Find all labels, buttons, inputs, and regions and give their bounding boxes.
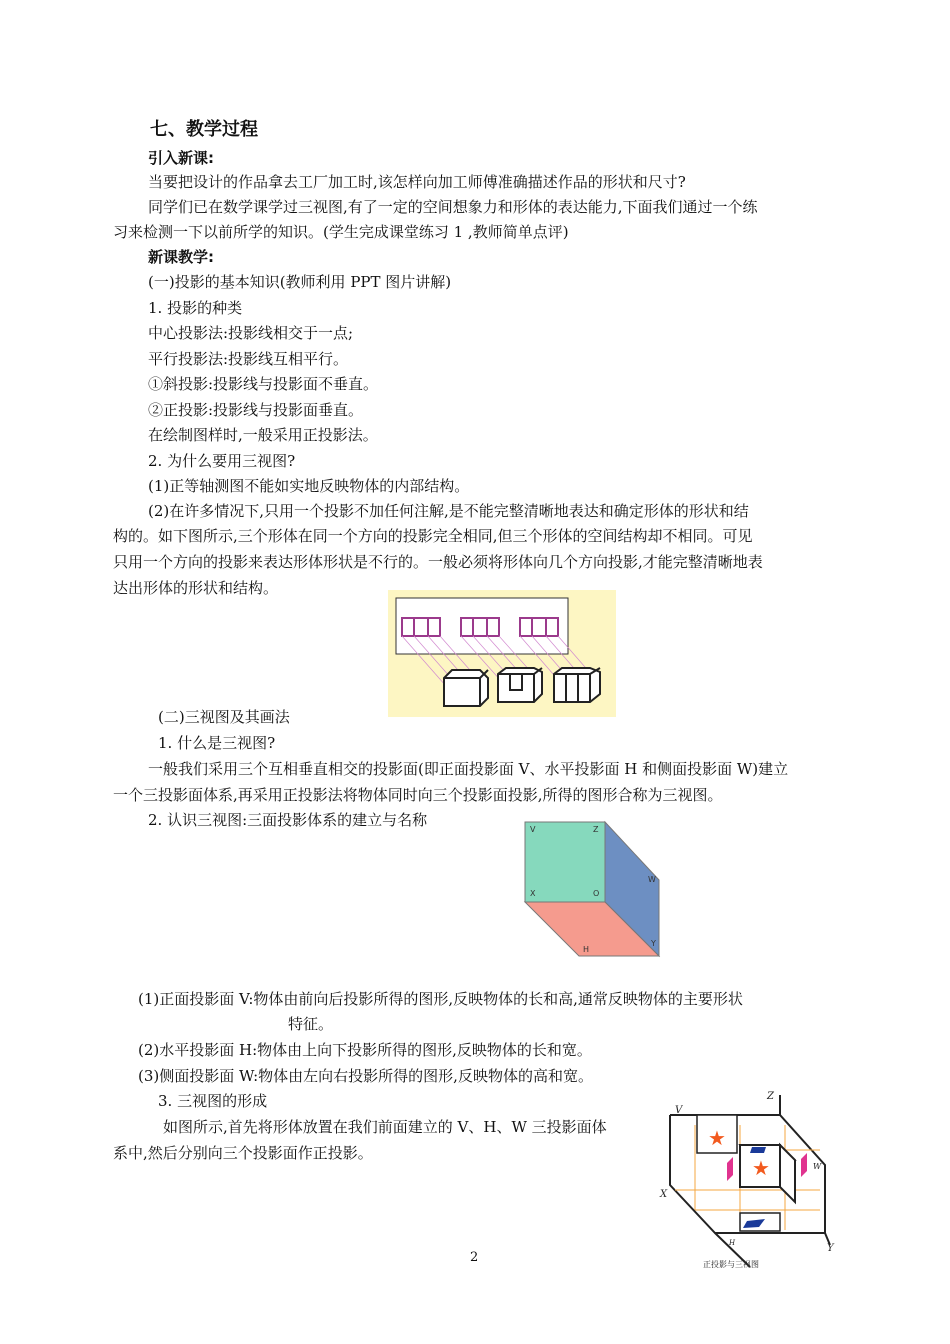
new-lesson-heading: 新课教学:: [148, 248, 214, 266]
part1-title: (一)投影的基本知识(教师利用 PPT 图片讲解): [148, 273, 452, 291]
plane-v-line-1: (1)正面投影面 V:物体由前向后投影所得的图形,反映物体的长和高,通常反映物体的主要形状: [138, 990, 743, 1008]
label-o: O: [593, 889, 600, 898]
central-projection: 中心投影法:投影线相交于一点;: [148, 324, 354, 342]
cube-star-icon: ★: [752, 1156, 770, 1180]
intro-paragraph-2-line-1: 同学们已在数学课学过三视图,有了一定的空间想象力和形体的表达能力,下面我们通过一个练: [148, 198, 758, 216]
front-star-icon: ★: [708, 1126, 726, 1150]
what-line-1: 一般我们采用三个互相垂直相交的投影面(即正面投影面 V、水平投影面 H 和侧面投影面 W)建立: [148, 760, 789, 778]
label-v: V: [675, 1105, 683, 1116]
label-w: W: [813, 1162, 822, 1171]
label-y: Y: [651, 939, 656, 948]
item1-title: 1. 投影的种类: [148, 299, 243, 317]
intro-paragraph-2-line-2: 习来检测一下以前所学的知识。(学生完成课堂练习 1 ,教师简单点评): [113, 223, 569, 241]
label-w: W: [648, 875, 656, 884]
label-x: X: [660, 1189, 668, 1200]
cube-side: [780, 1145, 795, 1202]
left-face-mark: [727, 1157, 733, 1181]
item2-title: 2. 为什么要用三视图?: [148, 452, 296, 470]
label-v: V: [530, 825, 536, 834]
side-face-mark: [801, 1153, 807, 1177]
reason-2-line-1: (2)在许多情况下,只用一个投影不加任何注解,是不能完整清晰地表达和确定形体的形状和结: [148, 502, 749, 520]
orthographic-projection-figure: [655, 1085, 840, 1275]
projection-3: [520, 618, 558, 636]
parallel-projection: 平行投影法:投影线互相平行。: [148, 350, 349, 368]
part2-title: (二)三视图及其画法: [158, 708, 290, 726]
oblique-projection: ①斜投影:投影线与投影面不垂直。: [148, 375, 379, 393]
figure-caption: 正投影与三视图: [703, 1260, 759, 1269]
page-number: 2: [470, 1250, 479, 1265]
plane-w-description: (3)侧面投影面 W:物体由左向右投影所得的图形,反映物体的高和宽。: [138, 1067, 593, 1085]
label-z: Z: [593, 825, 599, 834]
what-line-2: 一个三投影面体系,再采用正投影法将物体同时向三个投影面投影,所得的图形合称为三视图。: [113, 786, 723, 804]
solids: [444, 668, 600, 706]
drawing-note: 在绘制图样时,一般采用正投影法。: [148, 426, 378, 444]
intro-paragraph-1: 当要把设计的作品拿去工厂加工时,该怎样向加工师傅准确描述作品的形状和尺寸?: [148, 173, 686, 191]
projection-2: [461, 618, 499, 636]
what-title: 1. 什么是三视图?: [158, 734, 276, 752]
intro-heading: 引入新课:: [148, 149, 214, 167]
three-plane-system-figure: [523, 818, 663, 958]
plane-v-line-2: 特征。: [288, 1015, 334, 1033]
label-z: Z: [767, 1091, 774, 1102]
orthographic-projection: ②正投影:投影线与投影面垂直。: [148, 401, 364, 419]
section-title: 七、教学过程: [150, 119, 258, 140]
label-h: H: [583, 945, 590, 954]
front-projections: [402, 618, 558, 636]
reason-2-line-3: 只用一个方向的投影来表达形体形状是不行的。一般必须将形体向几个方向投影,才能完整清晰地表: [113, 553, 763, 571]
label-y: Y: [827, 1243, 834, 1254]
top-mark: [750, 1147, 766, 1153]
reason-2-line-2: 构的。如下图所示,三个形体在同一个方向的投影完全相同,但三个形体的空间结构却不相同。可见: [113, 527, 753, 545]
projection-comparison-figure: [388, 590, 616, 717]
reason-2-line-4: 达出形体的形状和结构。: [113, 579, 279, 597]
reason-1: (1)正等轴测图不能如实地反映物体的内部结构。: [148, 477, 470, 495]
projection-1: [402, 618, 440, 636]
know-title: 2. 认识三视图:三面投影体系的建立与名称: [148, 811, 428, 829]
plane-h-description: (2)水平投影面 H:物体由上向下投影所得的图形,反映物体的长和宽。: [138, 1041, 592, 1059]
label-h: H: [729, 1239, 736, 1247]
form-title: 3. 三视图的形成: [158, 1092, 268, 1110]
label-x: X: [530, 889, 536, 898]
form-line-2: 系中,然后分别向三个投影面作正投影。: [113, 1144, 373, 1162]
form-line-1: 如图所示,首先将形体放置在我们前面建立的 V、H、W 三投影面体: [163, 1118, 607, 1136]
